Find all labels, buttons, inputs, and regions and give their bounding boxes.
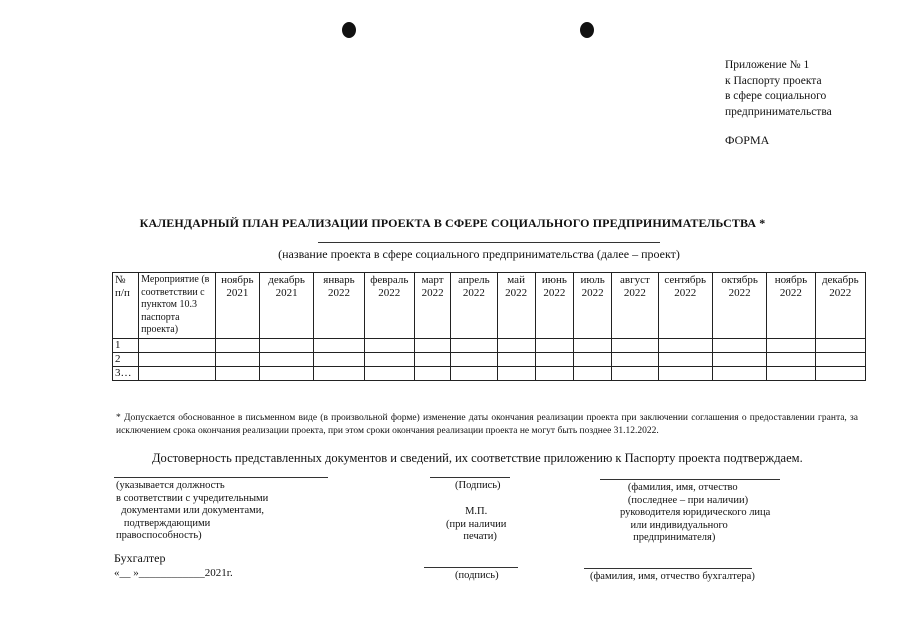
month-header <box>712 273 766 339</box>
month-name: февраль <box>370 274 409 286</box>
month-year: 2022 <box>462 287 485 299</box>
form-label: ФОРМА <box>725 133 770 147</box>
table-cell <box>451 338 497 352</box>
month-year: 2022 <box>623 287 646 299</box>
position-line <box>114 477 328 478</box>
month-name: ноябрь <box>221 274 254 286</box>
month-year: 2022 <box>327 287 350 299</box>
accountant-name-caption: (фамилия, имя, отчество бухгалтера) <box>590 571 755 582</box>
date-field: «__ »____________2021г. <box>114 567 233 579</box>
head-name-caption: (фамилия, имя, отчество (последнее – при наличии) руководителя юридического лица или индивидуального предпринимателя) <box>620 482 771 543</box>
activity-header: Мероприятие (в соответствии с пунктом 10.3 паспорта проекта) <box>139 273 216 339</box>
footnote: * Допускается обоснованное в письменном виде (в произвольной форме) изменение даты окончания реализации проекта при заключении соглашения о предоставлении гранта, за исключением срока окончания реализации проекта, при этом сроки окончания реализации проекта не могут быть позднее 31.12.2022. <box>116 413 858 436</box>
table-cell <box>815 366 865 380</box>
table-cell <box>314 338 364 352</box>
row-number: 2 <box>113 352 139 366</box>
table-cell <box>612 338 658 352</box>
table-cell <box>497 338 535 352</box>
month-header <box>658 273 712 339</box>
month-name: октябрь <box>721 274 758 286</box>
table-cell <box>658 338 712 352</box>
table-cell <box>767 338 815 352</box>
month-year: 2022 <box>779 287 802 299</box>
month-header <box>497 273 535 339</box>
table-cell <box>767 352 815 366</box>
month-name: июнь <box>541 274 567 286</box>
month-name: ноябрь <box>774 274 808 286</box>
month-name: май <box>507 274 525 286</box>
month-header <box>767 273 815 339</box>
table-cell <box>259 366 313 380</box>
month-header <box>259 273 313 339</box>
table-cell <box>139 338 216 352</box>
project-name-caption: (название проекта в сфере социального предпринимательства (далее – проект) <box>278 247 680 261</box>
table-cell <box>612 352 658 366</box>
confirmation-statement: Достоверность представленных документов и сведений, их соответствие приложению к Паспорту проекта подтверждаем. <box>152 451 803 465</box>
signature-caption: (Подпись) <box>455 480 501 491</box>
project-name-line <box>318 242 660 243</box>
month-header <box>215 273 259 339</box>
table-cell <box>314 366 364 380</box>
signature-line <box>430 477 510 478</box>
table-cell <box>574 366 612 380</box>
table-cell <box>314 352 364 366</box>
annex-line: Приложение № 1 <box>725 59 810 71</box>
table-cell <box>658 352 712 366</box>
table-cell <box>815 338 865 352</box>
table-cell <box>535 352 573 366</box>
table-cell <box>497 366 535 380</box>
month-header <box>574 273 612 339</box>
month-year: 2022 <box>674 287 697 299</box>
head-name-line <box>600 479 780 480</box>
month-name: июль <box>580 274 605 286</box>
table-cell <box>139 366 216 380</box>
month-header <box>364 273 414 339</box>
month-header <box>612 273 658 339</box>
table-row <box>113 352 866 366</box>
table-cell <box>414 366 450 380</box>
punch-hole-right <box>580 22 594 38</box>
stamp-caption: М.П. (при наличии печати) <box>446 506 507 542</box>
accountant-label: Бухгалтер <box>114 551 166 565</box>
calendar-plan-table <box>112 272 866 381</box>
table-cell <box>259 338 313 352</box>
month-year: 2022 <box>829 287 852 299</box>
accountant-name-line <box>584 568 752 569</box>
punch-hole-left <box>342 22 356 38</box>
annex-block <box>725 58 832 120</box>
month-year: 2022 <box>505 287 528 299</box>
row-number: 3… <box>113 366 139 380</box>
month-header <box>815 273 865 339</box>
table-cell <box>658 366 712 380</box>
table-cell <box>451 352 497 366</box>
accountant-signature-caption: (подпись) <box>455 570 499 581</box>
table-cell <box>414 338 450 352</box>
table-cell <box>215 338 259 352</box>
annex-line: в сфере социального <box>725 90 827 102</box>
month-year: 2022 <box>378 287 401 299</box>
month-year: 2021 <box>226 287 249 299</box>
month-name: апрель <box>458 274 490 286</box>
position-caption: (указывается должность в соответствии с учредительными документами или документами, подтверждающими правоспособность) <box>116 480 269 541</box>
table-cell <box>535 366 573 380</box>
month-header <box>451 273 497 339</box>
document-title: КАЛЕНДАРНЫЙ ПЛАН РЕАЛИЗАЦИИ ПРОЕКТА В СФЕРЕ СОЦИАЛЬНОГО ПРЕДПРИНИМАТЕЛЬСТВА * <box>139 216 766 230</box>
table-cell <box>535 338 573 352</box>
table-cell <box>612 366 658 380</box>
table-cell <box>139 352 216 366</box>
month-year: 2021 <box>275 287 298 299</box>
table-cell <box>364 338 414 352</box>
table-cell <box>414 352 450 366</box>
month-year: 2022 <box>543 287 566 299</box>
month-name: декабрь <box>821 274 859 286</box>
table-cell <box>497 352 535 366</box>
table-cell <box>712 366 766 380</box>
accountant-signature-line <box>424 567 518 568</box>
table-cell <box>767 366 815 380</box>
table-cell <box>574 338 612 352</box>
table-cell <box>815 352 865 366</box>
table-cell <box>574 352 612 366</box>
table-cell <box>364 352 414 366</box>
table-cell <box>215 352 259 366</box>
month-year: 2022 <box>581 287 604 299</box>
month-year: 2022 <box>421 287 444 299</box>
table-cell <box>712 338 766 352</box>
num-header: № п/п <box>113 273 139 339</box>
table-cell <box>215 366 259 380</box>
annex-line: предпринимательства <box>725 105 832 118</box>
month-header <box>535 273 573 339</box>
month-name: август <box>620 274 650 286</box>
annex-line: к Паспорту проекта <box>725 74 822 87</box>
table-cell <box>259 352 313 366</box>
month-name: сентябрь <box>664 274 707 286</box>
month-header <box>314 273 364 339</box>
table-cell <box>364 366 414 380</box>
row-number: 1 <box>113 338 139 352</box>
month-header <box>414 273 450 339</box>
table-header-row <box>113 273 866 339</box>
table-row <box>113 338 866 352</box>
month-name: январь <box>323 274 355 286</box>
table-row <box>113 366 866 380</box>
month-name: март <box>421 274 444 286</box>
month-name: декабрь <box>268 274 305 286</box>
month-year: 2022 <box>728 287 751 299</box>
table-cell <box>451 366 497 380</box>
table-cell <box>712 352 766 366</box>
